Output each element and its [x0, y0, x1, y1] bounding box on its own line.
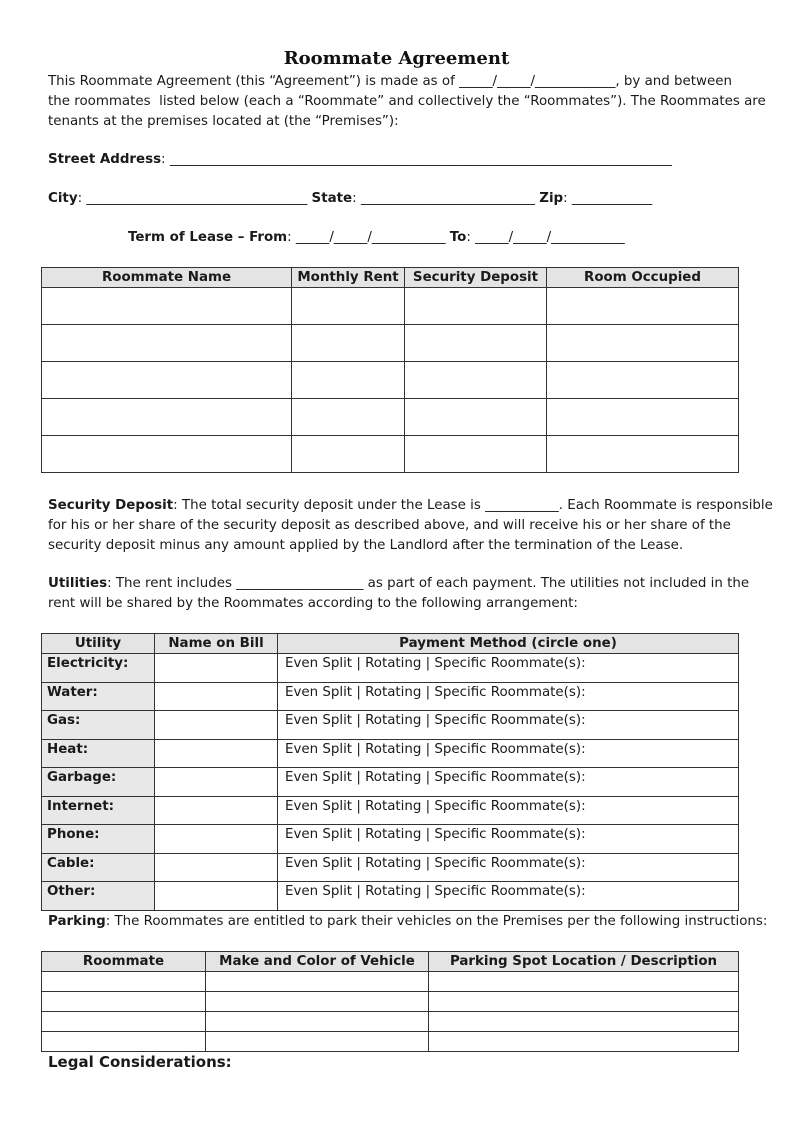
cell[interactable] [42, 1012, 206, 1032]
city-state-zip-row [48, 189, 748, 209]
street-address-label: Street Address [48, 152, 162, 167]
payment-method-options[interactable]: Even Split | Rotating | Specific Roommate(s): [278, 853, 739, 882]
utility-label: Garbage: [42, 768, 155, 797]
cell[interactable] [405, 288, 547, 325]
zip-blank[interactable]: : ____________ [563, 191, 653, 206]
cell[interactable] [405, 362, 547, 399]
roommates-table [41, 267, 739, 473]
cell[interactable] [292, 399, 405, 436]
table-row [42, 1012, 739, 1032]
payment-method-options[interactable]: Even Split | Rotating | Specific Roommate(s): [278, 768, 739, 797]
utility-label: Internet: [42, 796, 155, 825]
utility-label: Water: [42, 682, 155, 711]
parking-paragraph [48, 912, 768, 932]
lease-term-row [128, 228, 625, 248]
column-header: Security Deposit [405, 268, 547, 288]
cell[interactable] [547, 436, 739, 473]
cell[interactable] [547, 288, 739, 325]
table-row [42, 739, 739, 768]
table-row [42, 882, 739, 911]
table-row [42, 711, 739, 740]
utilities-label: Utilities [48, 576, 108, 591]
cell[interactable] [42, 399, 292, 436]
state-blank[interactable]: : __________________________ [352, 191, 540, 206]
name-on-bill-cell[interactable] [155, 739, 278, 768]
table-row [42, 992, 739, 1012]
cell[interactable] [429, 992, 739, 1012]
cell[interactable] [292, 436, 405, 473]
column-header: Roommate [42, 952, 206, 972]
cell[interactable] [429, 972, 739, 992]
payment-method-options[interactable]: Even Split | Rotating | Specific Roommate(s): [278, 654, 739, 683]
name-on-bill-cell[interactable] [155, 768, 278, 797]
table-row [42, 853, 739, 882]
cell[interactable] [206, 1012, 429, 1032]
table-row [42, 362, 739, 399]
name-on-bill-cell[interactable] [155, 882, 278, 911]
utilities-text: rent will be shared by the Roommates according to the following arrangement: [48, 596, 578, 611]
name-on-bill-cell[interactable] [155, 711, 278, 740]
payment-method-options[interactable]: Even Split | Rotating | Specific Roommate(s): [278, 711, 739, 740]
table-row [42, 288, 739, 325]
parking-table [41, 951, 739, 1052]
cell[interactable] [42, 325, 292, 362]
cell[interactable] [292, 362, 405, 399]
parking-text: : The Roommates are entitled to park their vehicles on the Premises per the following instructions: [105, 914, 768, 929]
security-deposit-text: for his or her share of the security deposit as described above, and will receive his or her share of the [48, 518, 731, 533]
cell[interactable] [547, 362, 739, 399]
utilities-table [41, 633, 739, 911]
document-title: Roommate Agreement [283, 48, 510, 69]
security-deposit-text: security deposit minus any amount applied by the Landlord after the termination of the Lease. [48, 538, 684, 553]
utility-label: Phone: [42, 825, 155, 854]
utility-label: Cable: [42, 853, 155, 882]
intro-paragraph [48, 72, 766, 132]
intro-line: This Roommate Agreement (this “Agreement”) is made as of _____/_____/____________, by and between [48, 74, 732, 89]
table-row [42, 825, 739, 854]
cell[interactable] [42, 362, 292, 399]
cell[interactable] [42, 1032, 206, 1052]
name-on-bill-cell[interactable] [155, 853, 278, 882]
column-header: Name on Bill [155, 634, 278, 654]
cell[interactable] [206, 972, 429, 992]
table-row [42, 972, 739, 992]
city-label: City [48, 191, 78, 206]
utility-label: Electricity: [42, 654, 155, 683]
cell[interactable] [42, 992, 206, 1012]
security-deposit-text: : The total security deposit under the Lease is ___________. Each Roommate is responsible [173, 498, 773, 513]
column-header: Utility [42, 634, 155, 654]
cell[interactable] [405, 325, 547, 362]
cell[interactable] [429, 1032, 739, 1052]
parking-label: Parking [48, 914, 106, 929]
table-row [42, 325, 739, 362]
payment-method-options[interactable]: Even Split | Rotating | Specific Roommate(s): [278, 796, 739, 825]
cell[interactable] [547, 399, 739, 436]
intro-line: tenants at the premises located at (the “Premises”): [48, 114, 399, 129]
table-row [42, 1032, 739, 1052]
cell[interactable] [42, 972, 206, 992]
column-header: Make and Color of Vehicle [206, 952, 429, 972]
payment-method-options[interactable]: Even Split | Rotating | Specific Roommate(s): [278, 739, 739, 768]
cell[interactable] [206, 1032, 429, 1052]
payment-method-options[interactable]: Even Split | Rotating | Specific Roommate(s): [278, 682, 739, 711]
cell[interactable] [42, 288, 292, 325]
zip-label: Zip [539, 191, 564, 206]
street-address-field[interactable] [48, 150, 748, 170]
table-row [42, 682, 739, 711]
city-blank[interactable]: : _________________________________ [77, 191, 312, 206]
table-header-row [42, 268, 739, 288]
cell[interactable] [547, 325, 739, 362]
name-on-bill-cell[interactable] [155, 796, 278, 825]
table-row [42, 436, 739, 473]
cell[interactable] [405, 436, 547, 473]
column-header: Payment Method (circle one) [278, 634, 739, 654]
street-address-blank[interactable]: : ___________________________________________________________________________ [161, 152, 672, 167]
name-on-bill-cell[interactable] [155, 682, 278, 711]
intro-line: the roommates listed below (each a “Roommate” and collectively the “Roommates”). The Roommates are [48, 94, 766, 109]
table-row [42, 399, 739, 436]
table-row [42, 768, 739, 797]
utility-label: Heat: [42, 739, 155, 768]
term-from-blank[interactable]: : _____/_____/___________ [287, 230, 450, 245]
column-header: Monthly Rent [292, 268, 405, 288]
payment-method-options[interactable]: Even Split | Rotating | Specific Roommate(s): [278, 825, 739, 854]
utility-label: Gas: [42, 711, 155, 740]
term-to-blank[interactable]: : _____/_____/___________ [466, 230, 625, 245]
state-label: State [311, 191, 353, 206]
column-header: Roommate Name [42, 268, 292, 288]
utilities-text: : The rent includes ___________________ as part of each payment. The utilities not included in the [107, 576, 750, 591]
name-on-bill-cell[interactable] [155, 654, 278, 683]
security-deposit-label: Security Deposit [48, 498, 174, 513]
cell[interactable] [292, 325, 405, 362]
term-to-label: To [449, 230, 467, 245]
name-on-bill-cell[interactable] [155, 825, 278, 854]
cell[interactable] [429, 1012, 739, 1032]
cell[interactable] [405, 399, 547, 436]
utilities-paragraph [48, 574, 748, 614]
table-header-row [42, 952, 739, 972]
table-row [42, 654, 739, 683]
cell[interactable] [42, 436, 292, 473]
cell[interactable] [292, 288, 405, 325]
cell[interactable] [206, 992, 429, 1012]
payment-method-options[interactable]: Even Split | Rotating | Specific Roommate(s): [278, 882, 739, 911]
term-from-label: Term of Lease – From [128, 230, 288, 245]
table-row [42, 796, 739, 825]
legal-considerations-heading: Legal Considerations: [48, 1053, 232, 1071]
column-header: Room Occupied [547, 268, 739, 288]
utility-label: Other: [42, 882, 155, 911]
security-deposit-paragraph [48, 496, 773, 556]
column-header: Parking Spot Location / Description [429, 952, 739, 972]
table-header-row [42, 634, 739, 654]
